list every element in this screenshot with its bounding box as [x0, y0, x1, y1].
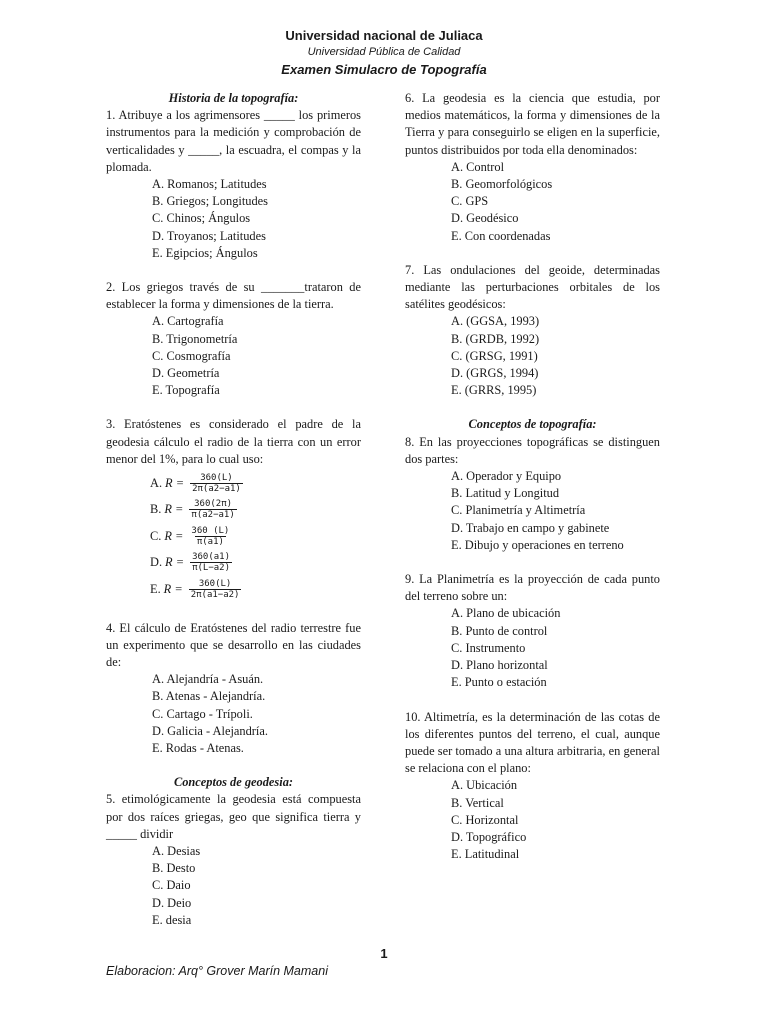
formula-variable: R =	[165, 555, 185, 570]
option: A. Plano de ubicación	[451, 606, 561, 621]
option: E. Dibujo y operaciones en terreno	[451, 537, 624, 552]
formula-fraction	[189, 499, 236, 520]
option: C. Cartago - Trípoli.	[152, 706, 253, 721]
option: D. (GRGS, 1994)	[451, 366, 539, 381]
option: D. Geodésico	[451, 211, 519, 226]
option: C. Planimetría y Altimetría	[451, 503, 586, 518]
option-label: B.	[150, 502, 162, 517]
option: A. (GGSA, 1993)	[451, 314, 540, 329]
option: B. Geomorfológicos	[451, 177, 553, 192]
option: B. Griegos; Longitudes	[152, 194, 268, 209]
formula-numerator: 360(2π)	[194, 499, 233, 510]
option: B. Vertical	[451, 795, 504, 810]
question-10: 10. Altimetría, es la determinación de las cotas de los diferentes puntos del terreno, el cual, aunque puede ser tomado a una altura arbitraria, en general se relaciona con el plano:	[405, 709, 660, 776]
question-4-options	[106, 671, 361, 757]
formula-numerator: 360(L)	[198, 578, 232, 589]
option: C. GPS	[451, 194, 489, 209]
option: B. Latitud y Longitud	[451, 486, 560, 501]
left-column	[106, 90, 361, 946]
formula-variable: R =	[165, 475, 185, 490]
exam-title: Examen Simulacro de Topografía	[281, 62, 487, 77]
option: D. Galicia - Alejandría.	[152, 723, 268, 738]
option: E. (GRRS, 1995)	[451, 383, 537, 398]
formula-denominator: π(L−a2)	[192, 563, 231, 574]
formula-numerator: 360(a1)	[192, 552, 231, 563]
formula-variable: R =	[164, 528, 184, 543]
question-6: 6. La geodesia es la ciencia que estudia, por medios matemáticos, la forma y dimensiones de la Tierra y para conseguirlo se eligen en la superficie, puntos distribuidos por toda ella denominados:	[405, 91, 660, 157]
option: E. Punto o estación	[451, 675, 547, 690]
formula-denominator: 2π(a2−a1)	[192, 483, 241, 494]
option: D. Deio	[152, 895, 192, 910]
option: E. desia	[152, 912, 192, 927]
formula-denominator: π(a2−a1)	[191, 510, 235, 521]
question-6-options	[405, 159, 660, 245]
option: D. Geometría	[152, 366, 220, 381]
formula-option	[150, 550, 361, 577]
section-heading-geodesy: Conceptos de geodesia:	[173, 775, 294, 790]
formula-fraction	[189, 526, 231, 547]
formula-option	[150, 470, 361, 497]
question-1: 1. Atribuye a los agrimensores _____ los primeros instrumentos para la medición y comprobación de verticalidades y _____, la escuadra, el compas y la plomada.	[106, 108, 361, 174]
option: E. Con coordenadas	[451, 228, 551, 243]
question-2: 2. Los griegos través de su _______trataron de establecer la forma y dimensiones de la tierra.	[106, 280, 361, 312]
question-7: 7. Las ondulaciones del geoide, determinadas mediante las perturbaciones orbitales de los satélites geodésicos:	[405, 262, 660, 312]
option: A. Desias	[152, 844, 201, 858]
option: B. (GRDB, 1992)	[451, 331, 540, 346]
university-subtitle: Universidad Pública de Calidad	[307, 46, 461, 58]
option: C. Horizontal	[451, 812, 519, 827]
question-5: 5. etimológicamente la geodesia está compuesta por dos raíces griegas, geo que significa tierra y _____ dividir	[106, 792, 361, 841]
question-3: 3. Eratóstenes es considerado el padre de la geodesia cálculo el radio de la tierra con un error menor del 1%, para lo cual uso:	[106, 417, 361, 466]
option: C. (GRSG, 1991)	[451, 348, 538, 363]
formula-fraction	[190, 552, 232, 573]
question-9-options	[405, 605, 660, 691]
formula-option	[150, 523, 361, 550]
option: B. Desto	[152, 861, 196, 876]
formula-numerator: 360(L)	[200, 472, 233, 483]
option: C. Cosmografía	[152, 348, 231, 363]
formula-variable: R =	[163, 581, 183, 596]
formula-denominator: π(a1)	[196, 536, 224, 547]
question-4: 4. El cálculo de Eratóstenes del radio terrestre fue un experimento que se desarrollo en las ciudades de:	[106, 620, 361, 669]
option: D. Topográfico	[451, 829, 527, 844]
option-label: D.	[150, 555, 163, 570]
question-3-options	[106, 470, 361, 603]
footer-author: Elaboracion: Arq° Grover Marín Mamani	[106, 964, 328, 978]
option: E. Egipcios; Ángulos	[152, 245, 258, 260]
option: A. Cartografía	[152, 314, 224, 329]
question-8-options	[405, 468, 660, 554]
option-label: A.	[150, 475, 163, 490]
formula-option	[150, 497, 361, 524]
question-2-options	[106, 313, 361, 399]
option: A. Romanos; Latitudes	[152, 177, 267, 192]
question-5-options	[106, 843, 361, 929]
option: E. Rodas - Atenas.	[152, 740, 244, 755]
right-column	[405, 90, 660, 880]
option: E. Topografía	[152, 383, 220, 398]
formula-option	[150, 576, 361, 603]
option: A. Ubicación	[451, 778, 518, 793]
question-10-options	[405, 777, 660, 863]
formula-fraction	[190, 473, 243, 494]
page-number: 1	[380, 946, 388, 961]
option-label: C.	[150, 528, 162, 543]
option: B. Atenas - Alejandría.	[152, 689, 266, 704]
formula-variable: R =	[164, 502, 184, 517]
option: B. Trigonometría	[152, 331, 238, 346]
option: C. Chinos; Ángulos	[152, 211, 251, 226]
formula-numerator: 360 (L)	[191, 525, 230, 536]
university-name: Universidad nacional de Juliaca	[285, 28, 483, 43]
option: D. Troyanos; Latitudes	[152, 228, 266, 243]
formula-denominator: 2π(a1−a2)	[190, 589, 240, 600]
option: C. Daio	[152, 878, 191, 893]
option: E. Latitudinal	[451, 847, 520, 862]
question-8: 8. En las proyecciones topográficas se distinguen dos partes:	[405, 434, 660, 466]
option: C. Instrumento	[451, 640, 526, 655]
option: A. Operador y Equipo	[451, 469, 562, 484]
formula-fraction	[189, 579, 242, 600]
question-1-options	[106, 176, 361, 262]
option: D. Plano horizontal	[451, 658, 548, 673]
question-9: 9. La Planimetría es la proyección de cada punto del terreno sobre un:	[405, 572, 660, 604]
option-label: E.	[150, 581, 161, 596]
option: A. Alejandría - Asuán.	[152, 672, 264, 687]
section-heading-history: Historia de la topografía:	[168, 91, 299, 105]
option: B. Punto de control	[451, 623, 548, 638]
question-7-options	[405, 313, 660, 399]
option: D. Trabajo en campo y gabinete	[451, 520, 610, 535]
section-heading-topography: Conceptos de topografía:	[468, 417, 597, 432]
option: A. Control	[451, 159, 505, 174]
